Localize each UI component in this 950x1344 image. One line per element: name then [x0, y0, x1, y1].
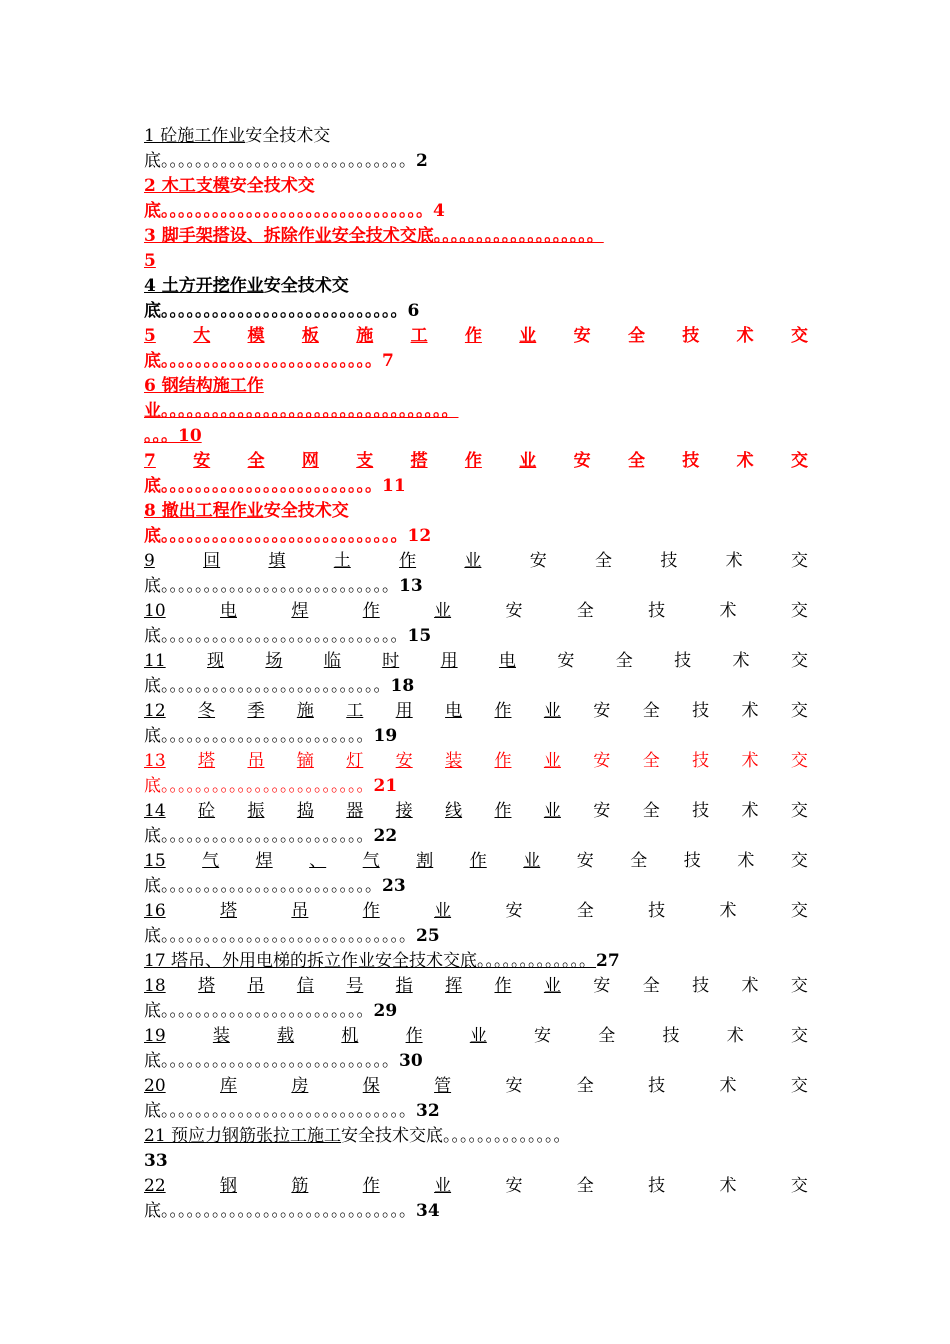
toc-entry-21[interactable]	[144, 1124, 808, 1174]
toc-page-number: 32	[416, 1101, 440, 1121]
toc-title: 6 钢结构施工作	[144, 376, 264, 396]
toc-entry-6[interactable]	[144, 374, 808, 449]
toc-title-rest: 安全技术交	[263, 276, 349, 296]
toc-title-spread: 20 库 房 保 管 安 全 技 术 交	[144, 1076, 808, 1096]
toc-page-number: 19	[373, 726, 398, 746]
toc-page-number: 33	[144, 1151, 168, 1171]
toc-title-spread: 22 钢 筋 作 业 安 全 技 术 交	[144, 1176, 808, 1196]
toc-title: 17 塔吊、外用电梯的拆立作业安全技术交底。。。。。。。。。。。。。	[144, 951, 597, 971]
toc-title-spread: 7 安 全 网 支 搭 作 业 安 全 技 术 交	[144, 451, 808, 471]
toc-title-rest: 安全技术交	[263, 501, 349, 521]
toc-title: 4 土方开挖作业	[144, 276, 264, 296]
toc-leader-cont: 。。。	[144, 426, 178, 446]
toc-page-number: 11	[382, 476, 406, 496]
toc-entry-9[interactable]	[144, 549, 808, 599]
toc-leader: 底。。。。。。。。。。。。。。。。。。。。。。。。	[144, 826, 374, 846]
toc-page-number: 5	[144, 251, 156, 271]
toc-leader: 底。。。。。。。。。。。。。。。。。。。。。。。。。	[144, 351, 382, 371]
toc-title: 21 预应力钢筋张拉工施工	[144, 1126, 342, 1146]
toc-title-spread: 14 砼 振 捣 器 接 线 作 业 安 全 技 术 交	[144, 801, 808, 821]
toc-title-spread: 19 装 载 机 作 业 安 全 技 术 交	[144, 1026, 808, 1046]
toc-leader: 底。。。。。。。。。。。。。。。。。。。。。。。。。。。。	[144, 626, 408, 646]
toc-page-number: 22	[373, 826, 398, 846]
toc-title-spread: 13 塔 吊 镝 灯 安 装 作 业 安 全 技 术 交	[144, 751, 808, 771]
toc-page-number: 6	[407, 301, 420, 321]
toc-entry-5[interactable]	[144, 324, 808, 374]
toc-title: 2 木工支模	[144, 176, 230, 196]
toc-title-spread: 18 塔 吊 信 号 指 挥 作 业 安 全 技 术 交	[144, 976, 808, 996]
toc-entry-13[interactable]	[144, 749, 808, 799]
toc-entry-18[interactable]	[144, 974, 808, 1024]
toc-entry-2[interactable]	[144, 174, 808, 224]
toc-entry-12[interactable]	[144, 699, 808, 749]
toc-entry-4[interactable]	[144, 274, 808, 324]
toc-title-rest: 安全技术交	[229, 176, 315, 196]
toc-leader: 底。。。。。。。。。。。。。。。。。。。。。。。。。。。。。	[144, 1201, 416, 1221]
toc-page-number: 21	[373, 776, 398, 796]
toc-leader: 业。。。。。。。。。。。。。。。。。。。。。。。。。。。。。。。。。。	[144, 401, 459, 421]
toc-page-number: 2	[416, 151, 428, 171]
toc-entry-1[interactable]	[144, 124, 808, 174]
toc-entry-17[interactable]	[144, 949, 808, 974]
toc-page-number: 25	[416, 926, 440, 946]
toc-page-number: 34	[416, 1201, 440, 1221]
toc-entry-8[interactable]	[144, 499, 808, 549]
table-of-contents	[144, 124, 808, 1224]
toc-page-number: 10	[178, 426, 202, 446]
toc-entry-15[interactable]	[144, 849, 808, 899]
toc-title-spread: 15 气 焊 、 气 割 作 业 安 全 技 术 交	[144, 851, 808, 871]
toc-page-number: 18	[390, 676, 415, 696]
toc-leader: 底。。。。。。。。。。。。。。。。。。。。。。。。。。。。。	[144, 926, 416, 946]
toc-page-number: 13	[399, 576, 423, 596]
toc-leader: 底。。。。。。。。。。。。。。。。。。。。。。。。。。。	[144, 576, 399, 596]
toc-page-number: 30	[399, 1051, 423, 1071]
toc-title: 3 脚手架搭设、拆除作业安全技术交底。。。。。。。。。。。。。。。。。。。	[144, 226, 604, 246]
toc-entry-19[interactable]	[144, 1024, 808, 1074]
toc-title-spread: 11 现 场 临 时 用 电 安 全 技 术 交	[144, 651, 808, 671]
toc-title-spread: 16 塔 吊 作 业 安 全 技 术 交	[144, 901, 808, 921]
toc-leader: 底。。。。。。。。。。。。。。。。。。。。。。。。。。。。	[144, 301, 408, 321]
toc-title: 8 撤出工程作业	[144, 501, 264, 521]
toc-entry-22[interactable]	[144, 1174, 808, 1224]
toc-leader: 底。。。。。。。。。。。。。。。。。。。。。。。。。。。。	[144, 526, 408, 546]
toc-leader: 底。。。。。。。。。。。。。。。。。。。。。。。。。。。	[144, 1051, 399, 1071]
toc-title-spread: 10 电 焊 作 业 安 全 技 术 交	[144, 601, 808, 621]
toc-entry-11[interactable]	[144, 649, 808, 699]
toc-page-number: 27	[596, 951, 620, 971]
toc-page-number: 23	[382, 876, 406, 896]
toc-title-spread: 9 回 填 土 作 业 安 全 技 术 交	[144, 551, 808, 571]
toc-entry-7[interactable]	[144, 449, 808, 499]
toc-entry-3[interactable]	[144, 224, 808, 274]
toc-entry-14[interactable]	[144, 799, 808, 849]
toc-entry-16[interactable]	[144, 899, 808, 949]
toc-page-number: 15	[407, 626, 432, 646]
toc-page-number: 4	[433, 201, 445, 221]
toc-title-rest: 安全技术交底。。。。。。。。。。。。。。	[341, 1126, 571, 1146]
toc-page-number: 12	[407, 526, 432, 546]
toc-leader: 底。。。。。。。。。。。。。。。。。。。。。。。。。。。。。	[144, 151, 416, 171]
toc-leader: 底。。。。。。。。。。。。。。。。。。。。。。。。。	[144, 876, 382, 896]
toc-entry-10[interactable]	[144, 599, 808, 649]
toc-title-spread: 5 大 模 板 施 工 作 业 安 全 技 术 交	[144, 326, 808, 346]
toc-title: 1 砼施工作业	[144, 126, 246, 146]
toc-leader: 底。。。。。。。。。。。。。。。。。。。。。。。。。。。。。	[144, 1101, 416, 1121]
toc-title-rest: 安全技术交	[245, 126, 331, 146]
toc-page-number: 29	[373, 1001, 398, 1021]
toc-page-number: 7	[382, 351, 394, 371]
toc-leader: 底。。。。。。。。。。。。。。。。。。。。。。。。。。。。。。。	[144, 201, 433, 221]
toc-leader: 底。。。。。。。。。。。。。。。。。。。。。。。。	[144, 726, 374, 746]
toc-leader: 底。。。。。。。。。。。。。。。。。。。。。。。。	[144, 776, 374, 796]
toc-leader: 底。。。。。。。。。。。。。。。。。。。。。。。。	[144, 1001, 374, 1021]
toc-entry-20[interactable]	[144, 1074, 808, 1124]
toc-leader: 底。。。。。。。。。。。。。。。。。。。。。。。。。。	[144, 676, 391, 696]
toc-title-spread: 12 冬 季 施 工 用 电 作 业 安 全 技 术 交	[144, 701, 808, 721]
toc-leader: 底。。。。。。。。。。。。。。。。。。。。。。。。。	[144, 476, 382, 496]
